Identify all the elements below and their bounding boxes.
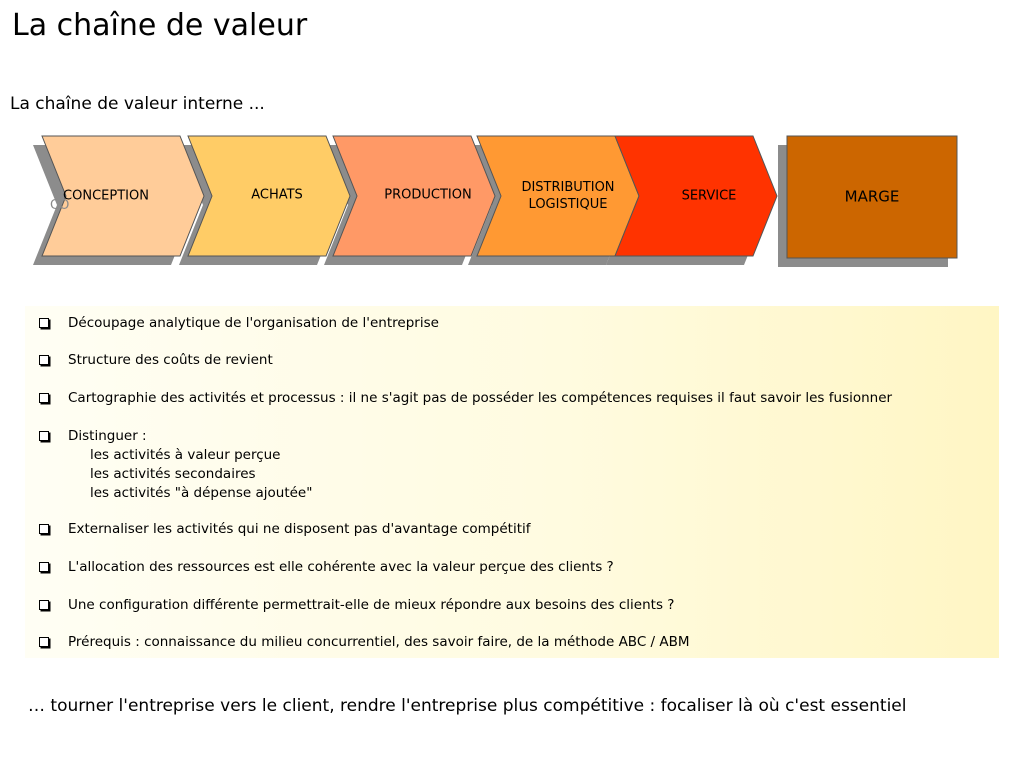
checkbox-bullet-icon (39, 524, 49, 534)
bullet-text: Externaliser les activités qui ne disposent pas d'avantage compétitif (68, 521, 531, 537)
footer-conclusion: … tourner l'entreprise vers le client, rendre l'entreprise plus compétitive : focaliser là où c'est essentiel (28, 696, 907, 716)
bullet-text: Prérequis : connaissance du milieu concurrentiel, des savoir faire, de la méthode ABC / ABM (68, 634, 690, 650)
bullet-subitem: les activités "à dépense ajoutée" (90, 485, 313, 501)
bullet-text: Une configuration différente permettrait-elle de mieux répondre aux besoins des clients ? (68, 597, 675, 613)
checkbox-bullet-icon (39, 600, 49, 610)
checkbox-bullet-icon (39, 393, 49, 403)
chevron-label-5: SERVICE (681, 188, 737, 204)
checkbox-bullet-icon (39, 431, 49, 441)
marge-label: MARGE (844, 187, 900, 206)
checkbox-bullet-icon (39, 562, 49, 572)
chevron-label-2: ACHATS (251, 187, 303, 203)
bullet-text: Structure des coûts de revient (68, 352, 273, 368)
ghost-label: CO (50, 198, 70, 213)
value-chain-diagram (0, 0, 1024, 300)
chevron-label-1: CONCEPTION (63, 188, 149, 204)
page-title: La chaîne de valeur (12, 8, 308, 43)
bullet-text: Découpage analytique de l'organisation de l'entreprise (68, 315, 439, 331)
chevron-label-4: DISTRIBUTION LOGISTIQUE (521, 180, 615, 212)
checkbox-bullet-icon (39, 637, 49, 647)
section-subtitle: La chaîne de valeur interne ... (10, 94, 265, 114)
bullet-subitem: les activités secondaires (90, 466, 256, 482)
bullet-text: Cartographie des activités et processus : il ne s'agit pas de posséder les compétences requises il faut savoir les fusionner (68, 390, 893, 406)
bullet-text: Distinguer : les activités à valeur perçue les activités secondaires les activités "à dépense ajoutée" (68, 428, 313, 501)
checkbox-bullet-icon (39, 318, 49, 328)
chevron-label-3: PRODUCTION (384, 187, 472, 203)
bullet-text: L'allocation des ressources est elle cohérente avec la valeur perçue des clients ? (68, 559, 614, 575)
checkbox-bullet-icon (39, 355, 49, 365)
bullet-subitem: les activités à valeur perçue (90, 447, 281, 463)
